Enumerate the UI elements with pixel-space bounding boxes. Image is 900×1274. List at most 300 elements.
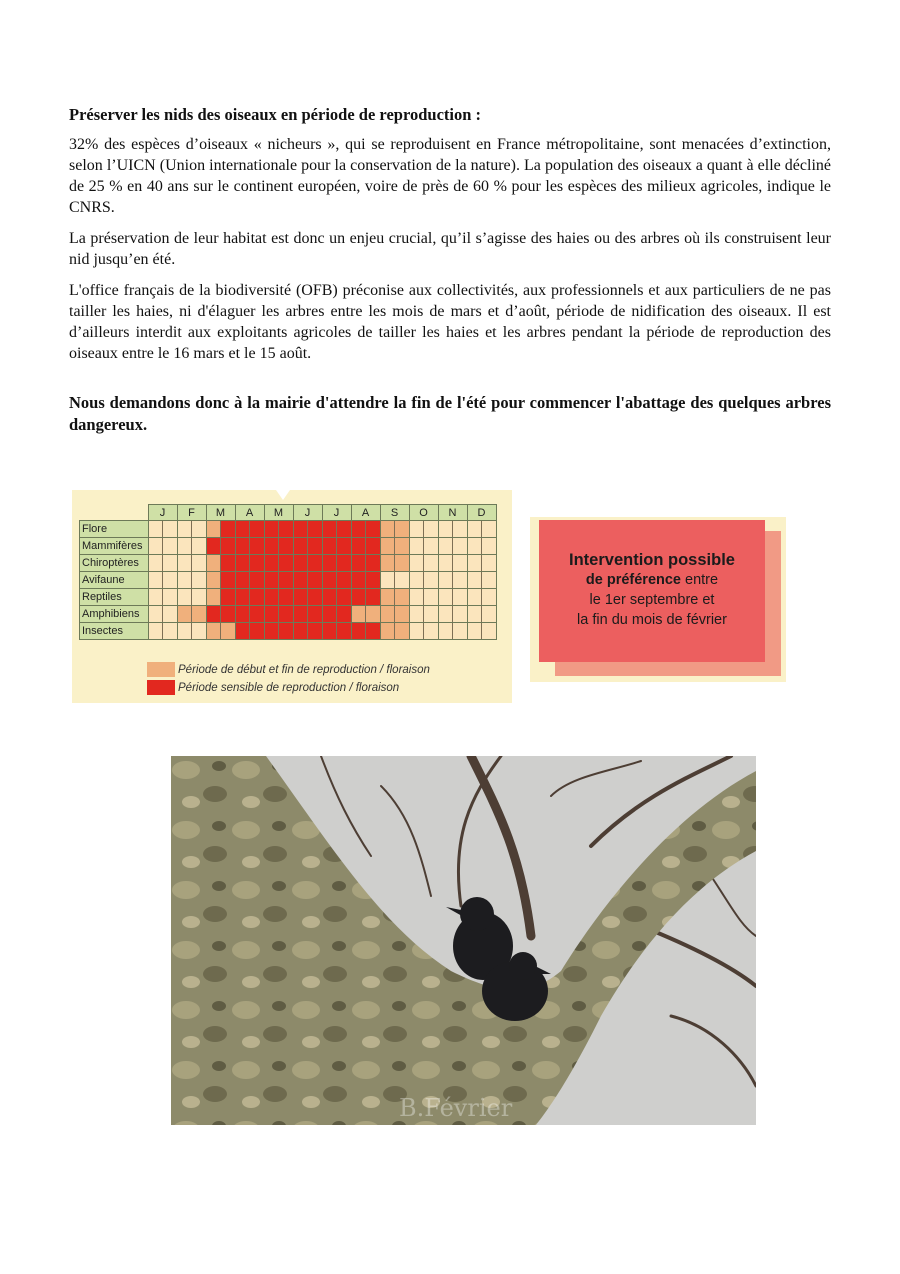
calendar-period-cell (178, 538, 193, 554)
calendar-period-cell (410, 589, 425, 605)
calendar-period-cell (308, 555, 322, 571)
calendar-period-cell (366, 555, 380, 571)
calendar-period-cell (395, 555, 409, 571)
calendar-period-cell (236, 623, 251, 639)
photo-illustration (171, 756, 756, 1125)
calendar-month-cell (293, 538, 322, 555)
calendar-period-cell (207, 521, 222, 537)
month-header-row (80, 505, 497, 521)
calendar-month-cell (322, 606, 351, 623)
calendar-period-cell (323, 606, 338, 622)
calendar-month-cell (177, 572, 206, 589)
calendar-period-cell (424, 623, 438, 639)
month-oct: O (409, 505, 438, 521)
legend-start-end (147, 662, 430, 677)
calendar-month-cell (438, 521, 467, 538)
calendar-period-cell (250, 555, 264, 571)
calendar-month-cell (235, 589, 264, 606)
calendar-month-cell (148, 538, 177, 555)
month-mar: M (206, 505, 235, 521)
calendar-period-cell (207, 623, 222, 639)
calendar-period-cell (323, 589, 338, 605)
calendar-period-cell (439, 538, 454, 554)
calendar-period-cell (163, 521, 177, 537)
calendar-period-cell (178, 589, 193, 605)
calendar-period-cell (366, 606, 380, 622)
calendar-period-cell (207, 589, 222, 605)
month-aug: A (351, 505, 380, 521)
calendar-month-cell (206, 538, 235, 555)
calendar-period-cell (163, 589, 177, 605)
calendar-period-cell (381, 623, 396, 639)
calendar-period-cell (149, 538, 164, 554)
calendar-period-cell (366, 521, 380, 537)
intervention-line4: la fin du mois de février (577, 612, 727, 628)
calendar-period-cell (352, 538, 367, 554)
calendar-period-cell (192, 589, 206, 605)
calendar-month-cell (264, 538, 293, 555)
calendar-period-cell (207, 538, 222, 554)
calendar-row (80, 538, 497, 555)
calendar-period-cell (207, 572, 222, 588)
calendar-month-cell (467, 572, 496, 589)
calendar-period-cell (265, 538, 280, 554)
calendar-month-cell (148, 623, 177, 640)
calendar-period-cell (163, 572, 177, 588)
calendar-month-cell (177, 589, 206, 606)
calendar-period-cell (453, 623, 467, 639)
calendar-period-cell (395, 521, 409, 537)
month-feb: F (177, 505, 206, 521)
calendar-period-cell (453, 572, 467, 588)
calendar-period-cell (163, 623, 177, 639)
calendar-month-cell (235, 538, 264, 555)
intervention-line2-rest: entre (681, 572, 719, 588)
calendar-month-cell (351, 572, 380, 589)
calendar-period-cell (178, 623, 193, 639)
calendar-period-cell (424, 589, 438, 605)
calendar-period-cell (468, 521, 483, 537)
calendar-month-cell (177, 538, 206, 555)
calendar-period-cell (468, 572, 483, 588)
calendar-period-cell (352, 572, 367, 588)
calendar-period-cell (424, 538, 438, 554)
calendar-month-cell (264, 572, 293, 589)
calendar-month-cell (264, 521, 293, 538)
calendar-period-cell (294, 555, 309, 571)
calendar-month-cell (409, 589, 438, 606)
calendar-period-cell (265, 521, 280, 537)
month-jan: J (148, 505, 177, 521)
calendar-period-cell (410, 572, 425, 588)
calendar-period-cell (381, 606, 396, 622)
calendar-period-cell (265, 572, 280, 588)
calendar-period-cell (323, 623, 338, 639)
calendar-month-cell (206, 623, 235, 640)
calendar-month-cell (322, 555, 351, 572)
calendar-period-cell (366, 623, 380, 639)
calendar-month-cell (438, 555, 467, 572)
calendar-row (80, 623, 497, 640)
photo-watermark: B.Février (399, 1094, 513, 1122)
calendar-month-cell (206, 606, 235, 623)
calendar-period-cell (381, 589, 396, 605)
paragraph-habitat: La préservation de leur habitat est donc un enjeu crucial, qu’il s’agisse des haies ou des arbres où ils construisent leur nid jusqu’en été. (69, 230, 831, 268)
calendar-period-cell (308, 623, 322, 639)
calendar-period-cell (439, 606, 454, 622)
calendar-period-cell (149, 589, 164, 605)
calendar-period-cell (482, 606, 496, 622)
calendar-body (80, 521, 497, 640)
calendar-month-cell (467, 521, 496, 538)
calendar-month-cell (380, 606, 409, 623)
calendar-period-cell (221, 623, 235, 639)
calendar-row (80, 555, 497, 572)
calendar-period-cell (149, 623, 164, 639)
calendar-period-cell (352, 623, 367, 639)
calendar-period-cell (410, 606, 425, 622)
calendar-period-cell (236, 521, 251, 537)
calendar-period-cell (439, 589, 454, 605)
calendar-period-cell (424, 521, 438, 537)
calendar-period-cell (352, 555, 367, 571)
calendar-period-cell (221, 606, 235, 622)
calendar-period-cell (178, 572, 193, 588)
calendar-period-cell (337, 555, 351, 571)
calendar-row-label: Flore (80, 521, 149, 538)
calendar-period-cell (236, 589, 251, 605)
calendar-row-label: Chiroptères (80, 555, 149, 572)
calendar-month-cell (293, 572, 322, 589)
calendar-period-cell (308, 589, 322, 605)
calendar-period-cell (337, 589, 351, 605)
calendar-period-cell (424, 572, 438, 588)
calendar-month-cell (438, 589, 467, 606)
calendar-period-cell (410, 538, 425, 554)
calendar-period-cell (410, 521, 425, 537)
legend-swatch-start-end (147, 662, 175, 677)
calendar-month-cell (293, 623, 322, 640)
calendar-period-cell (468, 555, 483, 571)
calendar-period-cell (424, 606, 438, 622)
calendar-period-cell (192, 606, 206, 622)
calendar-period-cell (207, 555, 222, 571)
calendar-period-cell (323, 555, 338, 571)
calendar-period-cell (279, 538, 293, 554)
calendar-period-cell (265, 555, 280, 571)
calendar-period-cell (294, 606, 309, 622)
legend-label-sensitive: Période sensible de reproduction / floraison (178, 681, 400, 694)
calendar-period-cell (250, 623, 264, 639)
calendar-month-cell (148, 521, 177, 538)
calendar-period-cell (178, 521, 193, 537)
calendar-period-cell (294, 589, 309, 605)
calendar-period-cell (279, 606, 293, 622)
calendar-month-cell (409, 521, 438, 538)
calendar-period-cell (149, 572, 164, 588)
calendar-month-cell (322, 538, 351, 555)
calendar-period-cell (468, 623, 483, 639)
month-sep: S (380, 505, 409, 521)
calendar-period-cell (163, 606, 177, 622)
intervention-emphasis: de préférence (585, 572, 681, 588)
calendar-period-cell (308, 521, 322, 537)
calendar-month-cell (264, 589, 293, 606)
calendar-period-cell (221, 538, 235, 554)
calendar-period-cell (279, 572, 293, 588)
calendar-period-cell (294, 521, 309, 537)
calendar-period-cell (410, 555, 425, 571)
section-heading: Préserver les nids des oiseaux en période de reproduction : (69, 105, 482, 124)
calendar-period-cell (439, 623, 454, 639)
legend-label-start-end: Période de début et fin de reproduction / floraison (178, 663, 430, 676)
calendar-period-cell (424, 555, 438, 571)
calendar-period-cell (192, 572, 206, 588)
calendar-period-cell (265, 589, 280, 605)
reproduction-calendar (72, 490, 512, 703)
calendar-month-cell (293, 606, 322, 623)
calendar-month-cell (177, 623, 206, 640)
calendar-month-cell (438, 572, 467, 589)
intervention-callout (530, 517, 786, 682)
calendar-period-cell (395, 589, 409, 605)
month-jul: J (322, 505, 351, 521)
calendar-period-cell (192, 521, 206, 537)
calendar-period-cell (308, 572, 322, 588)
calendar-row-label: Mammifères (80, 538, 149, 555)
calendar-period-cell (453, 521, 467, 537)
calendar-period-cell (323, 521, 338, 537)
calendar-month-cell (467, 538, 496, 555)
intervention-line3: le 1er septembre et (589, 592, 715, 608)
calendar-period-cell (337, 538, 351, 554)
calendar-month-cell (409, 623, 438, 640)
calendar-period-cell (279, 623, 293, 639)
calendar-row (80, 606, 497, 623)
calendar-month-cell (264, 606, 293, 623)
calendar-period-cell (178, 555, 193, 571)
calendar-month-cell (351, 538, 380, 555)
calendar-month-cell (351, 606, 380, 623)
calendar-period-cell (279, 589, 293, 605)
calendar-month-cell (148, 555, 177, 572)
calendar-month-cell (380, 538, 409, 555)
calendar-period-cell (149, 606, 164, 622)
calendar-month-cell (409, 606, 438, 623)
calendar-period-cell (221, 555, 235, 571)
calendar-period-cell (453, 538, 467, 554)
calendar-period-cell (453, 555, 467, 571)
calendar-month-cell (351, 623, 380, 640)
calendar-month-cell (235, 572, 264, 589)
calendar-period-cell (439, 521, 454, 537)
month-may: M (264, 505, 293, 521)
calendar-month-cell (235, 555, 264, 572)
calendar-period-cell (149, 521, 164, 537)
legend-swatch-sensitive (147, 680, 175, 695)
month-apr: A (235, 505, 264, 521)
calendar-month-cell (351, 521, 380, 538)
calendar-period-cell (381, 538, 396, 554)
intervention-line2 (539, 570, 765, 590)
calendar-notch (276, 490, 290, 500)
calendar-month-cell (380, 623, 409, 640)
calendar-period-cell (294, 538, 309, 554)
calendar-period-cell (366, 589, 380, 605)
calendar-month-cell (148, 572, 177, 589)
calendar-corner (80, 505, 149, 521)
calendar-period-cell (337, 572, 351, 588)
calendar-period-cell (308, 606, 322, 622)
calendar-period-cell (279, 555, 293, 571)
calendar-month-cell (380, 572, 409, 589)
calendar-period-cell (221, 572, 235, 588)
calendar-month-cell (467, 555, 496, 572)
calendar-period-cell (250, 521, 264, 537)
calendar-month-cell (380, 555, 409, 572)
calendar-month-cell (322, 521, 351, 538)
calendar-period-cell (352, 521, 367, 537)
calendar-period-cell (236, 538, 251, 554)
calendar-month-cell (380, 521, 409, 538)
calendar-period-cell (294, 623, 309, 639)
calendar-month-cell (177, 555, 206, 572)
calendar-period-cell (221, 521, 235, 537)
calendar-period-cell (221, 589, 235, 605)
calendar-month-cell (467, 606, 496, 623)
calendar-month-cell (351, 589, 380, 606)
calendar-period-cell (381, 555, 396, 571)
calendar-period-cell (482, 521, 496, 537)
calendar-period-cell (323, 538, 338, 554)
calendar-row-label: Reptiles (80, 589, 149, 606)
calendar-period-cell (265, 606, 280, 622)
calendar-period-cell (337, 606, 351, 622)
calendar-period-cell (265, 623, 280, 639)
month-jun: J (293, 505, 322, 521)
calendar-row (80, 572, 497, 589)
calendar-period-cell (178, 606, 193, 622)
jackdaws-photo (171, 756, 756, 1125)
calendar-period-cell (294, 572, 309, 588)
calendar-row-label: Amphibiens (80, 606, 149, 623)
intervention-box (539, 520, 765, 662)
calendar-month-cell (351, 555, 380, 572)
paragraph-ofb-recommendation: L'office français de la biodiversité (OFB) préconise aux collectivités, aux professionnels et aux particuliers de ne pas tailler les haies, ni d'élaguer les arbres entre les mois de mars et d’août, période de nidification des oiseaux. Il est d’ailleurs interdit aux exploitants agricoles de tailler les haies et les arbres pendant la période de reproduction des oiseaux entre le 16 mars et le 15 août. (69, 282, 831, 362)
calendar-period-cell (352, 589, 367, 605)
month-dec: D (467, 505, 496, 521)
calendar-month-cell (322, 589, 351, 606)
calendar-period-cell (482, 538, 496, 554)
month-nov: N (438, 505, 467, 521)
calendar-period-cell (236, 606, 251, 622)
calendar-period-cell (395, 623, 409, 639)
calendar-period-cell (279, 521, 293, 537)
calendar-period-cell (250, 606, 264, 622)
calendar-month-cell (264, 555, 293, 572)
calendar-period-cell (468, 606, 483, 622)
calendar-period-cell (163, 555, 177, 571)
calendar-month-cell (148, 606, 177, 623)
calendar-period-cell (482, 623, 496, 639)
calendar-month-cell (380, 589, 409, 606)
calendar-row (80, 521, 497, 538)
calendar-period-cell (366, 572, 380, 588)
calendar-period-cell (381, 572, 396, 588)
calendar-month-cell (438, 538, 467, 555)
calendar-month-cell (235, 521, 264, 538)
calendar-month-cell (206, 555, 235, 572)
calendar-month-cell (293, 521, 322, 538)
intervention-title: Intervention possible (569, 551, 735, 569)
calendar-period-cell (236, 572, 251, 588)
calendar-period-cell (439, 572, 454, 588)
calendar-month-cell (467, 623, 496, 640)
calendar-month-cell (177, 521, 206, 538)
calendar-period-cell (482, 589, 496, 605)
calendar-period-cell (381, 521, 396, 537)
calendar-period-cell (482, 572, 496, 588)
calendar-month-cell (206, 589, 235, 606)
calendar-month-cell (148, 589, 177, 606)
calendar-period-cell (439, 555, 454, 571)
calendar-period-cell (192, 555, 206, 571)
calendar-period-cell (468, 538, 483, 554)
calendar-period-cell (453, 589, 467, 605)
calendar-period-cell (192, 623, 206, 639)
calendar-period-cell (395, 572, 409, 588)
calendar-period-cell (250, 572, 264, 588)
calendar-period-cell (337, 521, 351, 537)
calendar-period-cell (453, 606, 467, 622)
conclusion-request: Nous demandons donc à la mairie d'attendre la fin de l'été pour commencer l'abattage des quelques arbres dangereux. (69, 393, 831, 434)
calendar-month-cell (206, 521, 235, 538)
calendar-month-cell (438, 623, 467, 640)
calendar-month-cell (438, 606, 467, 623)
calendar-month-cell (409, 572, 438, 589)
calendar-row-label: Avifaune (80, 572, 149, 589)
calendar-period-cell (323, 572, 338, 588)
calendar-period-cell (337, 623, 351, 639)
calendar-period-cell (192, 538, 206, 554)
calendar-period-cell (352, 606, 367, 622)
calendar-month-cell (177, 606, 206, 623)
calendar-row-label: Insectes (80, 623, 149, 640)
calendar-period-cell (149, 555, 164, 571)
calendar-period-cell (207, 606, 222, 622)
calendar-period-cell (395, 538, 409, 554)
calendar-period-cell (236, 555, 251, 571)
calendar-period-cell (482, 555, 496, 571)
calendar-month-cell (264, 623, 293, 640)
paragraph-statistics: 32% des espèces d’oiseaux « nicheurs », qui se reproduisent en France métropolitaine, sont menacées d’extinction, selon l’UICN (Union internationale pour la conservation de la nature). La population des oiseaux a quant à elle décliné de 25 % en 40 ans sur le continent européen, voire de près de 60 % pour les espèces des milieux agricoles, indique le CNRS. (69, 136, 831, 216)
calendar-month-cell (409, 555, 438, 572)
calendar-period-cell (410, 623, 425, 639)
calendar-period-cell (395, 606, 409, 622)
calendar-month-cell (322, 572, 351, 589)
calendar-period-cell (366, 538, 380, 554)
calendar-month-cell (322, 623, 351, 640)
calendar-period-cell (250, 538, 264, 554)
calendar-grid (79, 504, 497, 640)
calendar-month-cell (293, 589, 322, 606)
calendar-month-cell (293, 555, 322, 572)
legend-sensitive (147, 680, 399, 695)
calendar-month-cell (409, 538, 438, 555)
calendar-period-cell (250, 589, 264, 605)
calendar-period-cell (163, 538, 177, 554)
calendar-month-cell (235, 606, 264, 623)
